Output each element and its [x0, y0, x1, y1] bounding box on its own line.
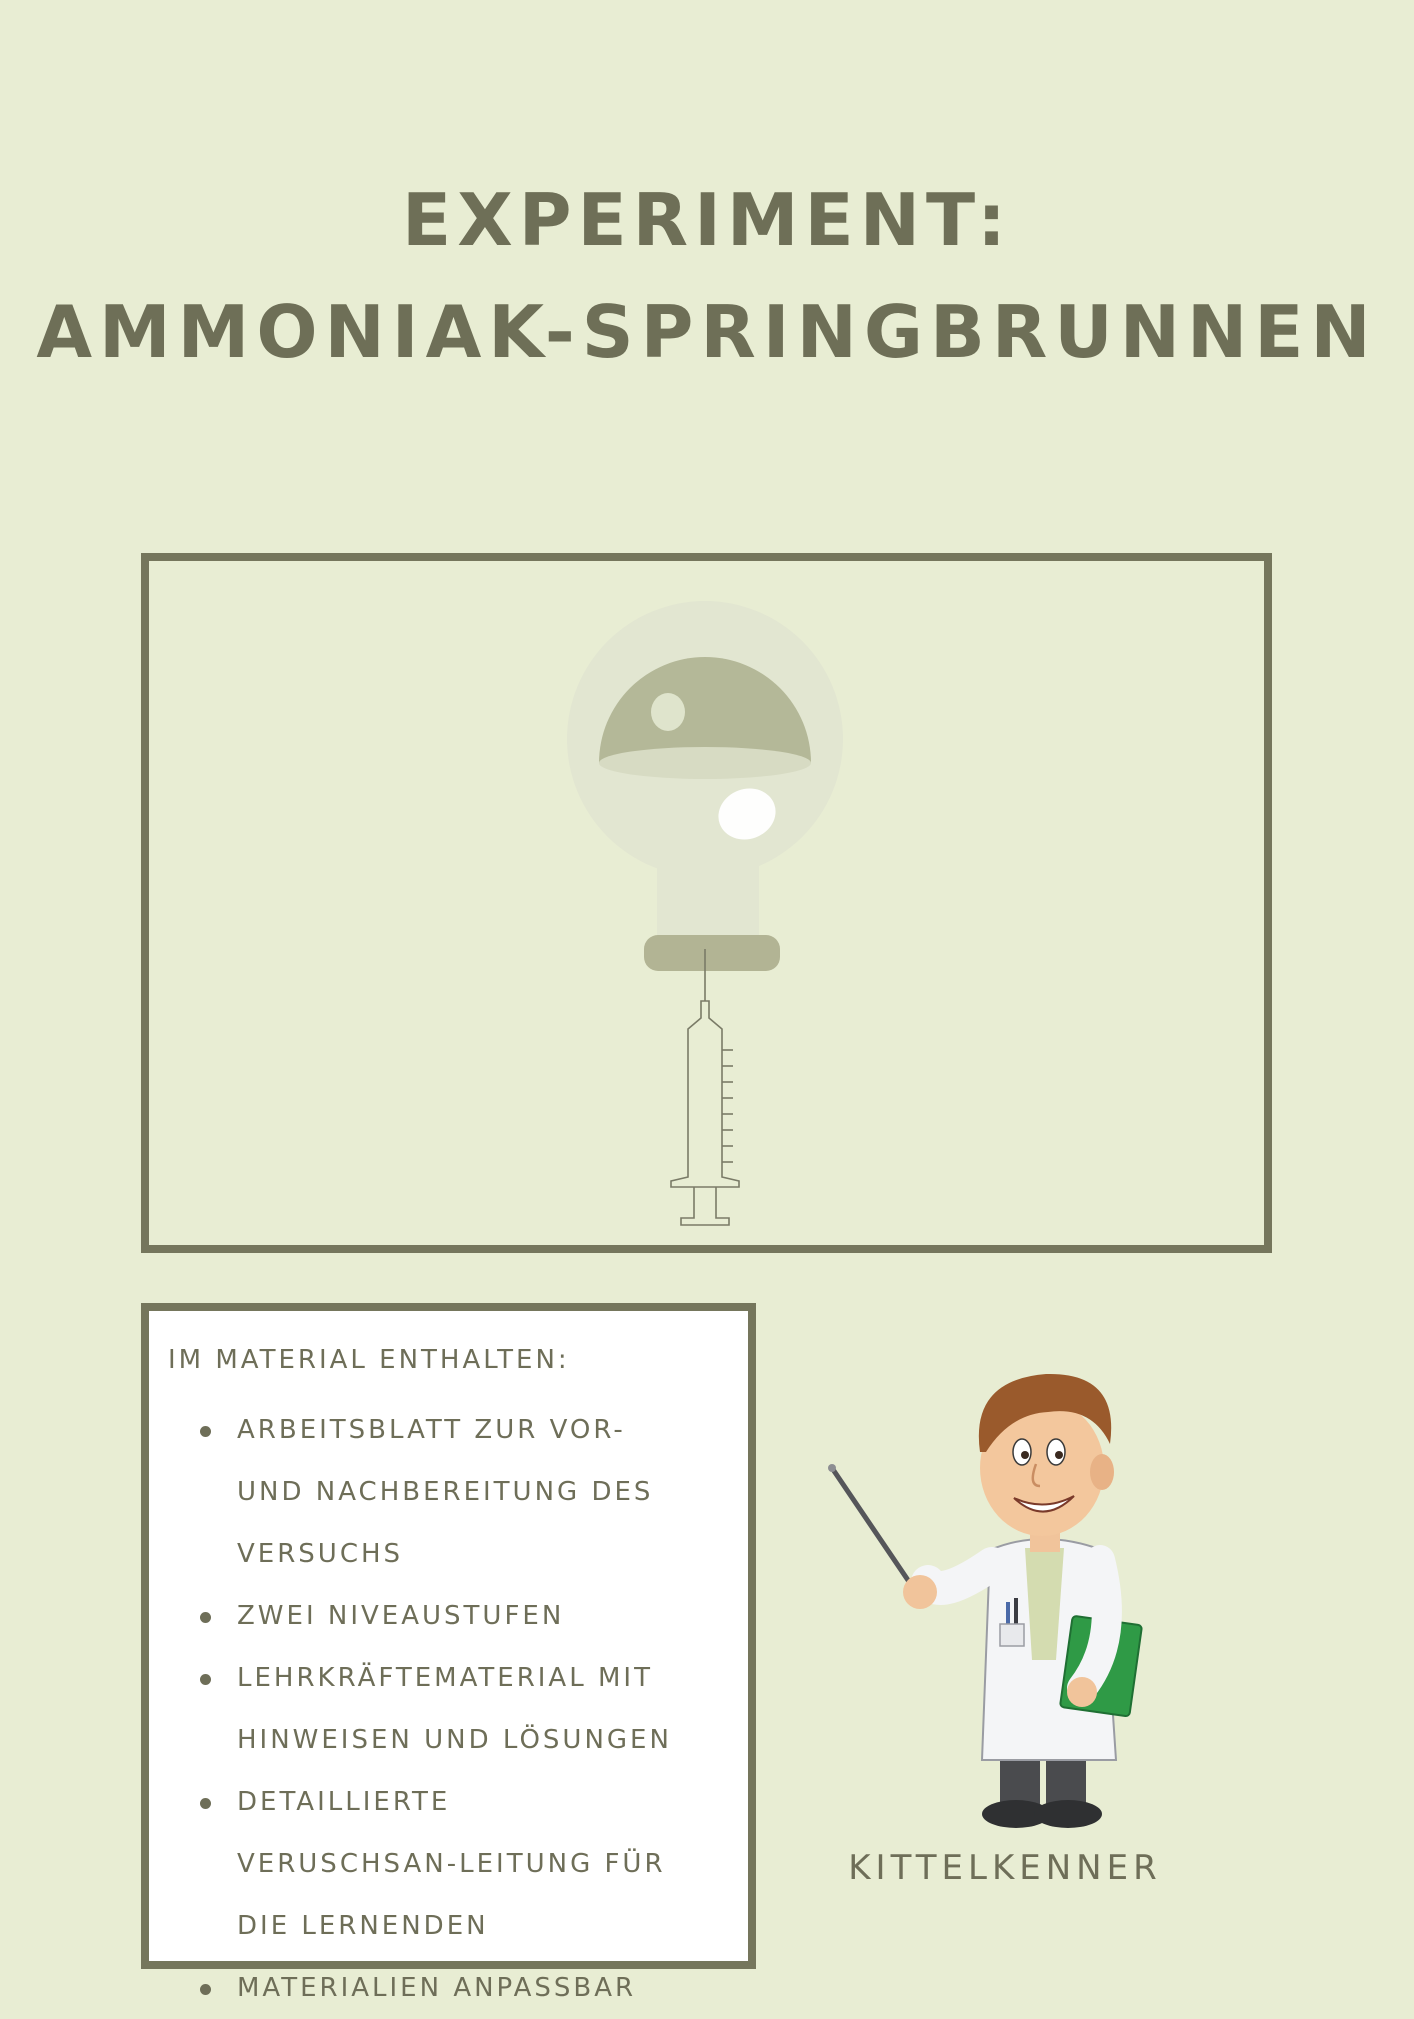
- list-item: ZWEI NIVEAUSTUFEN: [149, 1585, 677, 1647]
- list-item: DETAILLIERTE VERUSCHSAN-LEITUNG FÜR DIE LERNENDEN: [149, 1771, 677, 1957]
- brand-name: KITTELKENNER: [848, 1848, 1162, 1888]
- experiment-illustration-frame: [141, 553, 1272, 1253]
- title-line-2: AMMONIAK-SPRINGBRUNNEN: [36, 290, 1378, 374]
- list-item: MATERIALIEN ANPASSBAR: [149, 1957, 677, 2019]
- round-bottom-flask-with-syringe-icon: [149, 561, 1264, 1245]
- material-heading: IM MATERIAL ENTHALTEN:: [168, 1345, 570, 1375]
- scientist-with-pointer-icon: [820, 1340, 1180, 1840]
- material-list: [149, 1399, 677, 2019]
- list-item: ARBEITSBLATT ZUR VOR- UND NACHBEREITUNG DES VERSUCHS: [149, 1399, 677, 1585]
- title-line-1: EXPERIMENT:: [402, 178, 1012, 262]
- list-item: LEHRKRÄFTEMATERIAL MIT HINWEISEN UND LÖSUNGEN: [149, 1647, 677, 1771]
- material-contents-box: [141, 1303, 756, 2003]
